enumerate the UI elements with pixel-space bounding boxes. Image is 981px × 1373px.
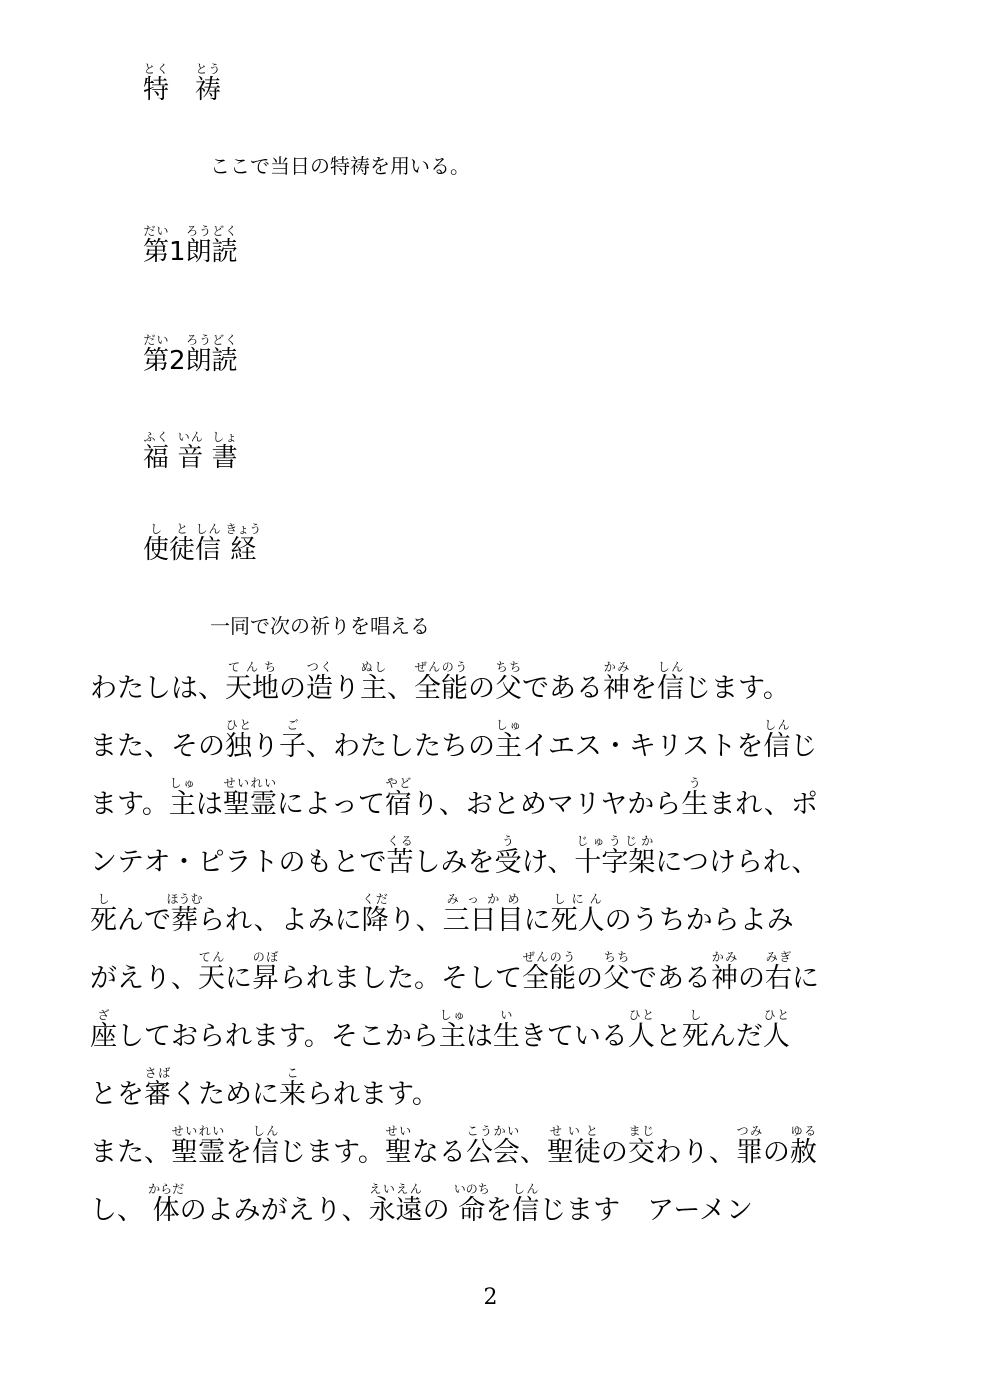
ruby-base: 主 (438, 1021, 466, 1052)
ruby-base: 天地 (225, 673, 279, 704)
furigana: くる (386, 834, 414, 848)
ruby-word (512, 1182, 540, 1226)
ruby-word (279, 1066, 306, 1110)
text-run: のうちからよみ (604, 905, 794, 936)
text-run: り、 (388, 905, 443, 936)
furigana: つく (306, 660, 333, 674)
furigana: ちち (495, 660, 522, 674)
ruby-word (603, 660, 630, 704)
furigana: ちち (603, 950, 630, 964)
furigana: つみ (735, 1124, 763, 1138)
ruby-word (143, 62, 170, 105)
furigana: ご (279, 718, 306, 732)
ruby-base: 神 (603, 673, 630, 704)
furigana: しゅ (495, 718, 522, 732)
text-run (169, 75, 195, 105)
creed-line (90, 776, 818, 821)
ruby-base: 第 (143, 346, 170, 376)
text-run: られました。そして (279, 963, 522, 994)
ruby-base: 信 (657, 673, 684, 704)
ruby-base: 公会 (465, 1137, 520, 1168)
creed-line (90, 834, 818, 879)
text-run: り (252, 731, 279, 762)
ruby-word (494, 834, 522, 878)
furigana: とう (195, 62, 222, 76)
furigana: ひと (762, 1008, 790, 1022)
furigana: せいれい (171, 1124, 225, 1138)
ruby-base: 死人 (550, 905, 605, 936)
ruby-word (168, 776, 196, 820)
text-run: られます。 (306, 1079, 439, 1110)
ruby-base: 独 (225, 731, 252, 762)
text-run: ます。 (90, 789, 169, 820)
ruby-word (681, 776, 709, 820)
ruby-word (225, 718, 252, 762)
ruby-word (171, 1124, 225, 1168)
text-run: しみを (413, 847, 495, 878)
text-run: に (225, 963, 252, 994)
furigana: ろうどく (185, 333, 238, 347)
furigana: し (681, 1008, 709, 1022)
furigana: かみ (603, 660, 630, 674)
ruby-base: 特 (143, 75, 170, 105)
text-run: け、 (521, 847, 575, 878)
ruby-base: 全能 (414, 673, 468, 704)
text-run: わり、 (654, 1137, 736, 1168)
ruby-base: 子 (279, 731, 306, 762)
ruby-word (384, 1124, 412, 1168)
furigana: う (681, 776, 709, 790)
furigana: ざ (90, 1008, 117, 1022)
furigana: せいれい (222, 776, 277, 790)
text-run: じます。 (684, 673, 790, 704)
ruby-word (550, 892, 605, 936)
furigana: しん (763, 718, 791, 732)
text-run: の (279, 673, 306, 704)
ruby-word (166, 892, 203, 936)
ruby-word (225, 522, 262, 565)
furigana: みぎ (765, 950, 792, 964)
text-run: の (422, 1195, 459, 1226)
furigana: かみ (711, 950, 738, 964)
tokutou-instruction: ここで当日の特祷を用いる。 (210, 154, 470, 178)
creed-line (90, 1008, 790, 1053)
heading-apostles-creed (143, 522, 261, 566)
text-run: じ (790, 731, 818, 762)
creed-line (90, 1066, 439, 1111)
ruby-word (195, 62, 222, 105)
ruby-base: 聖霊 (222, 789, 277, 820)
text-run: は (195, 789, 223, 820)
text-run: 、 (519, 1137, 547, 1168)
ruby-base: 経 (225, 535, 262, 565)
ruby-word (279, 718, 306, 762)
furigana: えいえん (368, 1182, 423, 1196)
ruby-base: 死 (681, 1021, 709, 1052)
furigana: ぜんのう (414, 660, 468, 674)
furigana: いのち (453, 1182, 490, 1196)
furigana: い (492, 1008, 520, 1022)
ruby-word (384, 776, 412, 820)
furigana: てんち (225, 660, 279, 674)
page-number: 2 (483, 1285, 498, 1310)
furigana: しにん (550, 892, 605, 906)
text-run: を (485, 1195, 513, 1226)
ruby-base: 聖徒 (546, 1137, 601, 1168)
ruby-word (252, 1124, 279, 1168)
creed-line (90, 1124, 817, 1169)
ruby-base: 祷 (195, 75, 222, 105)
ruby-base: 座 (90, 1021, 117, 1052)
furigana: とく (143, 62, 170, 76)
ruby-word (763, 718, 791, 762)
ruby-base: 宿 (384, 789, 412, 820)
ruby-base: 第 (143, 237, 170, 267)
ruby-base: 聖霊 (171, 1137, 225, 1168)
text-run: し、 (90, 1195, 153, 1226)
text-run: しておられます。そこから (117, 1021, 439, 1052)
furigana: てん (198, 950, 225, 964)
creed-line (90, 892, 794, 937)
furigana: ぜんのう (522, 950, 576, 964)
ruby-word (90, 1008, 117, 1052)
ruby-word (148, 1182, 185, 1226)
text-run: の (762, 1137, 790, 1168)
ruby-base: 書 (211, 443, 238, 473)
text-run: である (522, 673, 603, 704)
ruby-base: 三日目 (442, 905, 524, 936)
furigana: いん (177, 430, 204, 444)
ruby-word (225, 660, 279, 704)
ruby-base: 主 (168, 789, 196, 820)
ruby-base: 信 (512, 1195, 540, 1226)
ruby-word (627, 1124, 655, 1168)
ruby-base: 苦 (386, 847, 414, 878)
ruby-base: 降 (361, 905, 389, 936)
text-run: ンテオ・ピラトのもとで (90, 847, 387, 878)
ruby-base: 信 (252, 1137, 279, 1168)
ruby-word (603, 950, 630, 994)
ruby-base: 主 (495, 731, 522, 762)
furigana: しゅ (438, 1008, 466, 1022)
text-run: の (468, 673, 495, 704)
text-run: じます。 (279, 1137, 385, 1168)
ruby-base: 審 (144, 1079, 171, 1110)
ruby-base: 福 (143, 443, 170, 473)
text-run (203, 443, 211, 473)
ruby-base: 父 (495, 673, 522, 704)
ruby-word (414, 660, 468, 704)
ruby-word (546, 1124, 601, 1168)
ruby-base: 信 (195, 535, 222, 565)
ruby-word (185, 224, 238, 267)
furigana: しゅ (168, 776, 196, 790)
ruby-base: 造 (306, 673, 333, 704)
text-run: り (333, 673, 360, 704)
furigana: まじ (627, 1124, 655, 1138)
text-run: わたしは、 (90, 673, 225, 704)
text-run: んで (117, 905, 171, 936)
ruby-base: 朗読 (185, 237, 238, 267)
creed-line (90, 718, 817, 763)
ruby-base: 主 (360, 673, 387, 704)
ruby-word (185, 333, 238, 376)
furigana: しん (512, 1182, 540, 1196)
furigana: と (169, 522, 196, 536)
text-run: きている (519, 1021, 628, 1052)
furigana: し (143, 522, 170, 536)
ruby-word (368, 1182, 423, 1226)
ruby-word (386, 834, 414, 878)
ruby-word (495, 718, 522, 762)
furigana: からだ (148, 1182, 185, 1196)
creed-line (90, 1182, 753, 1227)
ruby-base: 朗読 (185, 346, 238, 376)
ruby-word (143, 333, 170, 376)
ruby-word (657, 660, 684, 704)
ruby-base: 使 (143, 535, 170, 565)
text-run: の (576, 963, 603, 994)
furigana: ひと (627, 1008, 655, 1022)
ruby-word (735, 1124, 763, 1168)
ruby-base: 信 (763, 731, 791, 762)
text-run: に (792, 963, 819, 994)
furigana: ほうむ (166, 892, 203, 906)
ruby-word (169, 522, 196, 565)
ruby-base: 聖 (384, 1137, 412, 1168)
text-run: なる (411, 1137, 466, 1168)
furigana: だい (143, 333, 170, 347)
ruby-word (177, 430, 204, 473)
furigana: せいと (546, 1124, 601, 1138)
furigana: じゅうじか (574, 834, 656, 848)
text-run: また、 (90, 1137, 171, 1168)
ruby-base: 赦 (789, 1137, 817, 1168)
ruby-word (522, 950, 576, 994)
ruby-word (438, 1008, 466, 1052)
creed-line (90, 660, 790, 705)
furigana: のぼ (252, 950, 279, 964)
text-run: につけられ、 (655, 847, 819, 878)
ruby-base: 体 (148, 1195, 185, 1226)
ruby-word (789, 1124, 817, 1168)
text-run: は (465, 1021, 493, 1052)
text-run: くために (171, 1079, 279, 1110)
ruby-word (574, 834, 656, 878)
furigana: だい (143, 224, 170, 238)
furigana: こうかい (465, 1124, 520, 1138)
ruby-base: 右 (765, 963, 792, 994)
heading-first-reading (143, 224, 238, 268)
ruby-base: 命 (453, 1195, 490, 1226)
ruby-base: 神 (711, 963, 738, 994)
ruby-word (222, 776, 277, 820)
furigana: ふく (143, 430, 170, 444)
ruby-base: 音 (177, 443, 204, 473)
ruby-word (361, 892, 389, 936)
ruby-word (195, 522, 222, 565)
text-run: 1 (169, 237, 186, 267)
furigana: し (90, 892, 117, 906)
text-run: られ、よみに (198, 905, 362, 936)
ruby-base: 死 (90, 905, 117, 936)
ruby-word (90, 892, 117, 936)
furigana: ゆる (789, 1124, 817, 1138)
ruby-word (144, 1066, 171, 1110)
text-run: を (225, 1137, 252, 1168)
ruby-word (306, 660, 333, 704)
furigana: くだ (361, 892, 389, 906)
ruby-word (360, 660, 387, 704)
creed-instruction: 一同で次の祈りを唱える (210, 614, 430, 638)
ruby-word (681, 1008, 709, 1052)
ruby-word (762, 1008, 790, 1052)
furigana: う (494, 834, 522, 848)
heading-second-reading (143, 333, 238, 377)
text-run: の (738, 963, 765, 994)
furigana: さば (144, 1066, 171, 1080)
ruby-base: 昇 (252, 963, 279, 994)
ruby-word (143, 430, 170, 473)
ruby-base: 生 (492, 1021, 520, 1052)
text-run: とを (90, 1079, 144, 1110)
text-run: 2 (169, 346, 186, 376)
text-run: の (600, 1137, 628, 1168)
ruby-word (211, 430, 238, 473)
ruby-base: 交 (627, 1137, 655, 1168)
ruby-word (143, 522, 170, 565)
text-run: まれ、ポ (708, 789, 818, 820)
ruby-word (465, 1124, 520, 1168)
ruby-base: 来 (279, 1079, 306, 1110)
ruby-base: 生 (681, 789, 709, 820)
ruby-word (143, 224, 170, 267)
ruby-base: 永遠 (368, 1195, 423, 1226)
heading-tokutou (143, 62, 221, 106)
furigana: しん (657, 660, 684, 674)
text-run: と (654, 1021, 682, 1052)
furigana: こ (279, 1066, 306, 1080)
text-run: 、 (387, 673, 414, 704)
ruby-word (198, 950, 225, 994)
text-run: じます アーメン (539, 1195, 754, 1226)
ruby-word (252, 950, 279, 994)
text-run: である (630, 963, 711, 994)
ruby-base: 受 (494, 847, 522, 878)
furigana: しん (252, 1124, 279, 1138)
ruby-base: 天 (198, 963, 225, 994)
ruby-word (627, 1008, 655, 1052)
furigana: ろうどく (185, 224, 238, 238)
ruby-base: 父 (603, 963, 630, 994)
ruby-word (453, 1182, 490, 1226)
text-run: によって (276, 789, 385, 820)
furigana: ひと (225, 718, 252, 732)
furigana: みっかめ (442, 892, 524, 906)
text-run: んだ (708, 1021, 763, 1052)
text-run: り、おとめマリヤから (411, 789, 682, 820)
furigana: しょ (211, 430, 238, 444)
creed-line (90, 950, 819, 995)
text-run: を (630, 673, 657, 704)
text-run: 、わたしたちの (306, 731, 495, 762)
ruby-word (442, 892, 524, 936)
ruby-base: 葬 (166, 905, 203, 936)
ruby-word (765, 950, 792, 994)
ruby-base: 罪 (735, 1137, 763, 1168)
ruby-base: 人 (627, 1021, 655, 1052)
text-run: また、その (90, 731, 225, 762)
ruby-word (711, 950, 738, 994)
furigana: やど (384, 776, 412, 790)
ruby-base: 十字架 (574, 847, 656, 878)
furigana: きょう (225, 522, 262, 536)
text-run: のよみがえり、 (179, 1195, 369, 1226)
furigana: しん (195, 522, 222, 536)
ruby-base: 徒 (169, 535, 196, 565)
furigana: せい (384, 1124, 412, 1138)
ruby-word (495, 660, 522, 704)
furigana: ぬし (360, 660, 387, 674)
text-run: がえり、 (90, 963, 198, 994)
ruby-base: 全能 (522, 963, 576, 994)
text-run: に (523, 905, 551, 936)
heading-gospel (143, 430, 238, 474)
text-run: イエス・キリストを (522, 731, 764, 762)
ruby-word (492, 1008, 520, 1052)
ruby-base: 人 (762, 1021, 790, 1052)
